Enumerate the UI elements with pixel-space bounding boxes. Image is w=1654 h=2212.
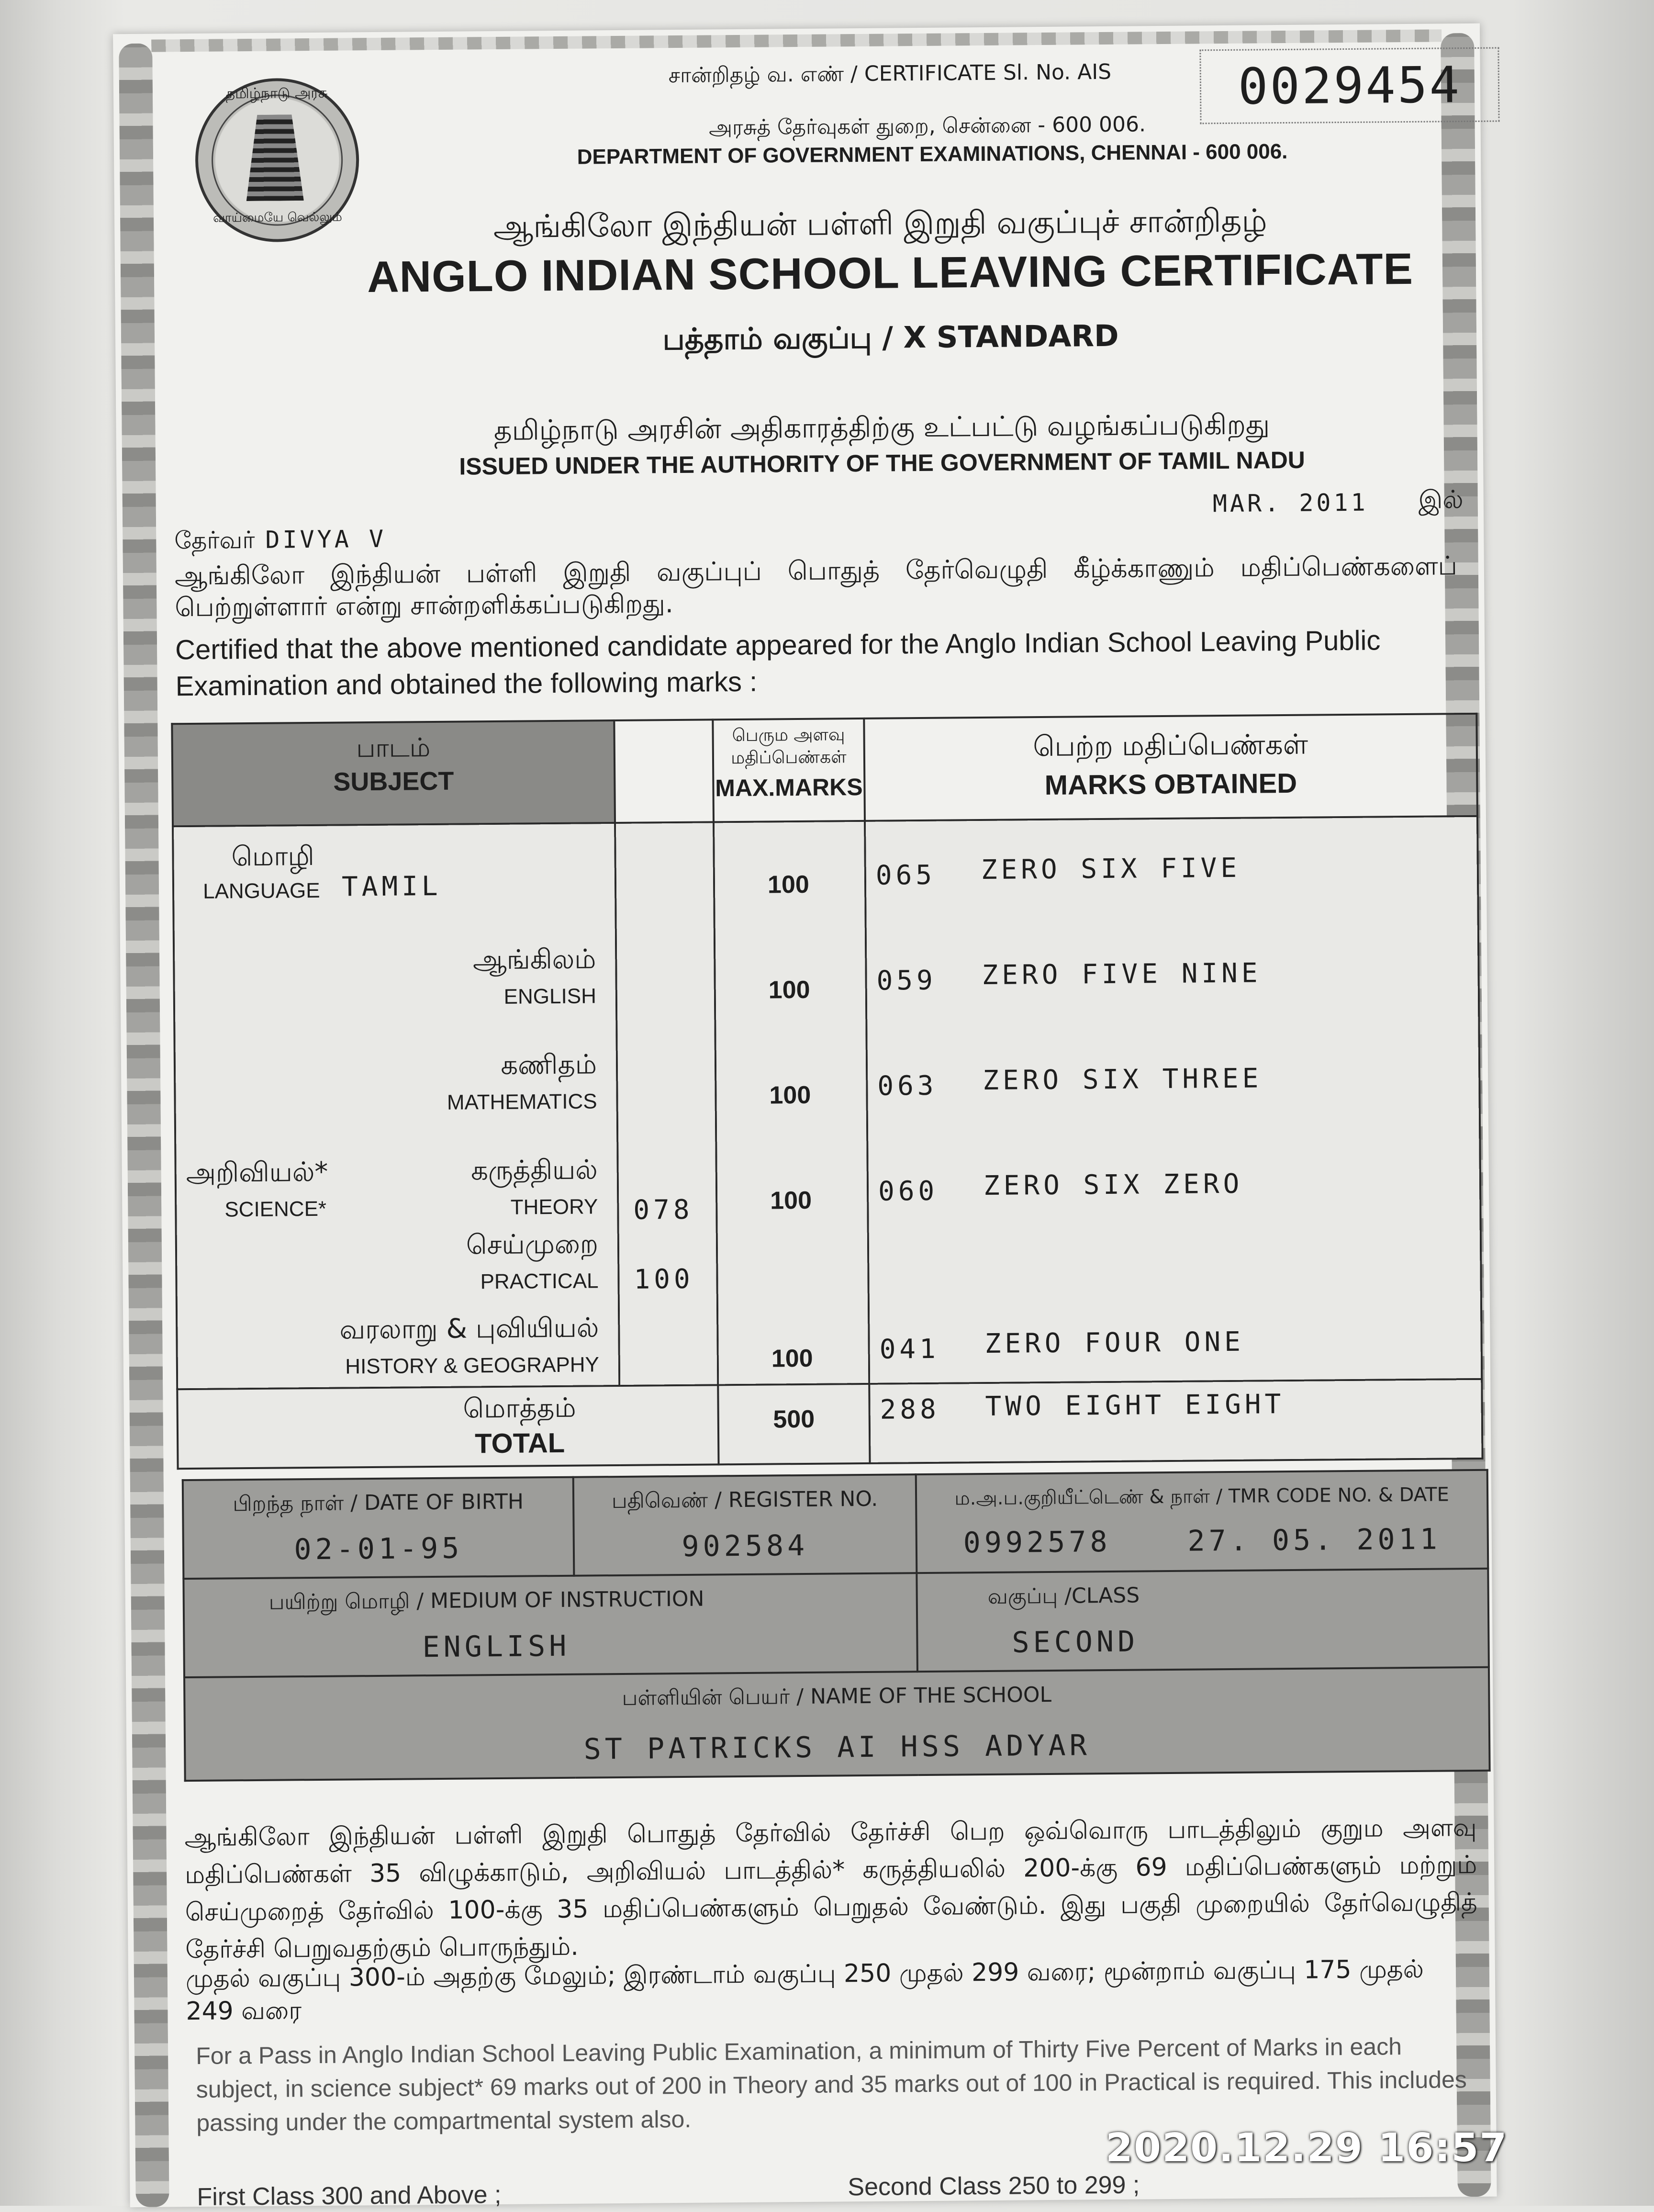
subject-science-en: SCIENCE*: [224, 1197, 327, 1222]
candidate-prefix: தேர்வர்: [174, 526, 255, 555]
emblem-motto: வாய்மையே வெல்லும்: [213, 210, 343, 225]
header-sub-marks: [614, 719, 714, 823]
subject-science-ta: அறிவியல்*: [186, 1156, 328, 1189]
subject-english-ta: ஆங்கிலம்: [472, 943, 596, 976]
subject-maths-ta: கணிதம்: [501, 1049, 597, 1081]
total-en: TOTAL: [474, 1427, 565, 1460]
sub-marks-column: [615, 822, 718, 1386]
medium-cell: [183, 1573, 917, 1677]
dept-name-english: DEPARTMENT OF GOVERNMENT EXAMINATIONS, CHENNAI - 600 006.: [577, 139, 1288, 169]
medium-label: பயிற்று மொழி / MEDIUM OF INSTRUCTION: [268, 1586, 704, 1615]
mark-maths: 063: [877, 1070, 938, 1102]
authority-english: ISSUED UNDER THE AUTHORITY OF THE GOVERNMENT OF TAMIL NADU: [459, 446, 1306, 480]
photo-timestamp: 2020.12.29 16:57: [1106, 2125, 1508, 2171]
marks-body-row: [173, 816, 1482, 1389]
science-practical-marks: 100: [634, 1263, 694, 1295]
class-label: வகுப்பு /CLASS: [987, 1583, 1140, 1609]
max-maths: 100: [769, 1081, 811, 1110]
total-max-cell: [718, 1384, 870, 1464]
header-subject-en: SUBJECT: [333, 766, 454, 797]
header-subject: [172, 720, 615, 826]
dept-name-tamil: அரசுத் தேர்வுகள் துறை, சென்னை - 600 006.: [708, 112, 1146, 140]
science-practical-en: PRACTICAL: [480, 1269, 599, 1294]
serial-number: 0029454: [1199, 47, 1499, 124]
header-obt-ta: பெற்ற மதிப்பெண்கள்: [1033, 728, 1308, 763]
subject-language-value: TAMIL: [341, 870, 442, 903]
serial-label: சான்றிதழ் வ. எண் / CERTIFICATE Sl. No. AIS: [668, 59, 1112, 88]
title-tamil: ஆங்கிலோ இந்தியன் பள்ளி இறுதி வகுப்புச் சான்றிதழ்: [493, 202, 1267, 245]
info-row-2: [183, 1569, 1489, 1677]
mark-science: 060: [878, 1175, 939, 1207]
mark-english: 059: [876, 965, 937, 997]
certificate-title: ANGLO INDIAN SCHOOL LEAVING CERTIFICATE: [367, 244, 1414, 302]
subject-history-ta: வரலாறு & புவியியல்: [339, 1312, 599, 1346]
authority-tamil: தமிழ்நாடு அரசின் அதிகாரத்திற்கு உட்பட்டு வழங்கப்படுகிறது: [493, 408, 1270, 447]
header-marks-obtained: [864, 714, 1477, 821]
class-cell: [916, 1569, 1489, 1672]
marks-header-row: [172, 714, 1477, 826]
tmr-label: ம.அ.ப.குறியீட்டெண் & நாள் / TMR CODE NO. & DATE: [954, 1483, 1449, 1509]
subject-maths-en: MATHEMATICS: [447, 1089, 597, 1114]
subject-column: [173, 823, 619, 1389]
school-value: ST PATRICKS AI HSS ADYAR: [583, 1728, 1091, 1766]
max-language: 100: [767, 870, 810, 899]
mark-language: 065: [875, 859, 936, 891]
header-obt-en: MARKS OBTAINED: [1044, 767, 1297, 801]
dob-cell: [183, 1477, 574, 1579]
subject-history-en: HISTORY & GEOGRAPHY: [345, 1353, 600, 1379]
tamil-nadu-emblem-icon: [195, 78, 360, 243]
total-label-cell: [177, 1385, 718, 1469]
mark-history-words: ZERO FOUR ONE: [984, 1326, 1245, 1359]
class-rule-tamil: முதல் வகுப்பு 300-ம் அதற்கு மேலும்; இரண்டாம் வகுப்பு 250 முதல் 299 வரை; மூன்றாம் வகுப்பு 175 முதல் 249 வரை: [185, 1954, 1424, 2026]
marks-obtained-column: [865, 816, 1482, 1384]
info-row-3: [184, 1667, 1490, 1781]
second-class-rule: Second Class 250 to 299 ;: [848, 2171, 1140, 2201]
total-mark: 288: [880, 1393, 940, 1426]
pass-rule-english: For a Pass in Anglo Indian School Leaving Public Examination, a minimum of Thirty Five Percent of Marks in each subject, in science subject* 69 marks out of 200 in Theory and 35 marks out of 100 in Practical is required. This includes passing under the compartmental system also.: [196, 2033, 1467, 2136]
science-practical-ta: செய்முறை: [466, 1228, 599, 1261]
dob-value: 02-01-95: [294, 1531, 463, 1566]
exam-date: MAR. 2011: [1212, 488, 1368, 518]
max-english: 100: [768, 976, 810, 1004]
mark-science-words: ZERO SIX ZERO: [983, 1168, 1243, 1202]
school-label: பள்ளியின் பெயர் / NAME OF THE SCHOOL: [622, 1682, 1052, 1710]
mark-english-words: ZERO FIVE NINE: [982, 957, 1262, 991]
standard-label: பத்தாம் வகுப்பு / X STANDARD: [662, 318, 1119, 357]
science-theory-marks: 078: [633, 1194, 693, 1226]
mark-history: 041: [879, 1333, 940, 1365]
first-class-rule: First Class 300 and Above ;: [197, 2180, 502, 2211]
max-history: 100: [771, 1344, 813, 1373]
emblem-text: தமிழ்நாடு அரசு: [225, 84, 328, 102]
mark-language-words: ZERO SIX FIVE: [981, 852, 1241, 886]
total-words: TWO EIGHT EIGHT: [985, 1389, 1285, 1422]
header-max-en: MAX.MARKS: [715, 773, 863, 802]
total-ta: மொத்தம்: [463, 1392, 576, 1425]
candidate-name: DIVYA V: [265, 525, 387, 554]
subject-language-ta: மொழி: [231, 840, 314, 873]
school-cell: [184, 1667, 1490, 1781]
science-theory-en: THEORY: [510, 1195, 598, 1219]
subject-language-en: LANGUAGE: [202, 878, 320, 903]
candidate-info-table: [182, 1469, 1491, 1782]
info-row-1: [183, 1470, 1488, 1579]
dob-label: பிறந்த நாள் / DATE OF BIRTH: [233, 1489, 524, 1516]
register-value: 902584: [682, 1528, 809, 1563]
header-subject-ta: பாடம்: [356, 732, 431, 764]
subject-english-en: ENGLISH: [503, 984, 597, 1009]
total-max: 500: [773, 1405, 815, 1434]
science-theory-ta: கருத்தியல்: [470, 1154, 598, 1187]
header-max-marks: [713, 719, 865, 822]
tmr-date: 27. 05. 2011: [1187, 1522, 1442, 1558]
tmr-cell: [916, 1470, 1488, 1573]
marks-table: [171, 713, 1483, 1470]
total-row: [177, 1379, 1482, 1469]
certification-text-tamil: ஆங்கிலோ இந்தியன் பள்ளி இறுதி வகுப்புப் பொதுத் தேர்வெழுதி கீழ்க்காணும் மதிப்பெண்களைப் பெற்றுள்ளார் என்று சான்றளிக்கப்படுகிறது.: [174, 550, 1458, 623]
header-max-ta: பெரும அளவு மதிப்பெண்கள்: [731, 725, 847, 768]
certification-text-english: Certified that the above mentioned candidate appeared for the Anglo Indian School Leaving Public Examination and obtained the following marks :: [175, 625, 1381, 702]
register-cell: [573, 1474, 917, 1576]
pass-rule-tamil: ஆங்கிலோ இந்தியன் பள்ளி இறுதி பொதுத் தேர்வில் தேர்ச்சி பெற ஒவ்வொரு பாடத்திலும் குறும அளவு மதிப்பெண்கள் 35 விழுக்காடும், அறிவியல் பாடத்தில்* கருத்தியலில் 200-க்கு 69 மதிப்பெண்களும் மற்றும் செய்முறைத் தேர்வில் 100-க்கு 35 மதிப்பெண்களும் பெறுதல் வேண்டும். இது பகுதி முறையில் தேர்வெழுதித் தேர்ச்சி பெறுவதற்கும் பொருந்தும்.: [184, 1813, 1478, 1965]
max-marks-column: [714, 821, 869, 1385]
tmr-code: 0992578: [963, 1525, 1111, 1560]
certificate-paper: [113, 23, 1497, 2211]
exam-date-suffix: இல்: [1418, 485, 1464, 515]
mark-maths-words: ZERO SIX THREE: [983, 1063, 1263, 1097]
class-value: SECOND: [1012, 1624, 1139, 1660]
total-mark-cell: [869, 1379, 1482, 1463]
register-label: பதிவெண் / REGISTER NO.: [611, 1486, 878, 1513]
max-science: 100: [770, 1186, 812, 1215]
medium-value: ENGLISH: [422, 1629, 570, 1664]
